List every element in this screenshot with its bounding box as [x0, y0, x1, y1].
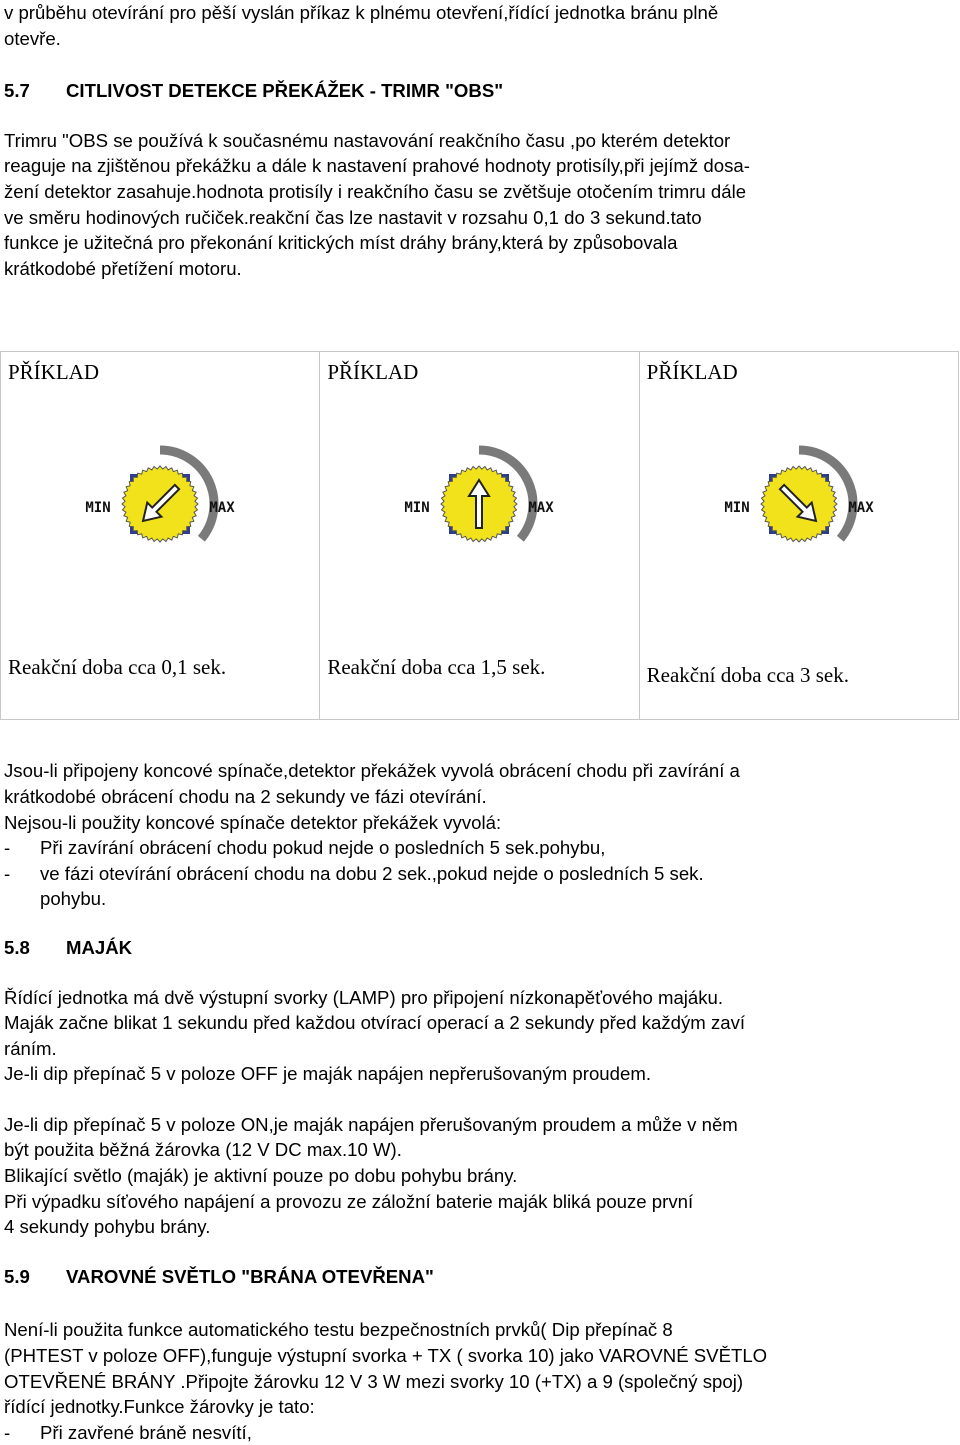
section-title: CITLIVOST DETEKCE PŘEKÁŽEK - TRIMR "OBS"	[66, 80, 504, 102]
paragraph-line: reaguje na zjištěnou překážku a dále k nastavení prahové hodnoty protisíly,při jejímž dosa-	[4, 155, 750, 177]
example-cell-min	[1, 352, 320, 719]
paragraph-line: Blikající světlo (maják) je aktivní pouze po dobu pohybu brány.	[4, 1165, 518, 1187]
paragraph-line: řídící jednotky.Funkce žárovky je tato:	[4, 1396, 315, 1418]
paragraph-line: krátkodobé obrácení chodu na 2 sekundy ve fázi otevírání.	[4, 785, 487, 807]
section-5-9-body	[4, 1317, 954, 1445]
section-number: 5.7	[4, 80, 30, 102]
paragraph-line: Při výpadku síťového napájení a provozu ze záložní baterie maják bliká pouze první	[4, 1190, 694, 1212]
example-cell-max	[640, 352, 958, 719]
section-5-7-heading	[4, 78, 954, 104]
section-title: VAROVNÉ SVĚTLO "BRÁNA OTEVŘENA"	[66, 1265, 434, 1287]
trimmer-icon	[80, 432, 240, 572]
list-item: - ve fázi otevírání obrácení chodu na dobu 2 sek.,pokud nejde o posledních 5 sek.	[4, 862, 704, 884]
trimmer-icon	[399, 432, 559, 572]
min-label: MIN	[404, 500, 431, 516]
section-5-8-heading	[4, 935, 954, 961]
trimmer-examples-table	[0, 351, 959, 720]
example-caption: Reakční doba cca 1,5 sek.	[327, 655, 546, 679]
paragraph-line: Není-li použita funkce automatického testu bezpečnostních prvků( Dip přepínač 8	[4, 1319, 673, 1341]
document-page	[4, 0, 954, 1445]
min-label: MIN	[724, 500, 750, 516]
example-label: PŘÍKLAD	[327, 360, 419, 384]
trimmer-icon	[719, 432, 879, 572]
paragraph-line: Je-li dip přepínač 5 v poloze ON,je maják napájen přerušovaným proudem a může v něm	[4, 1113, 738, 1135]
list-item: - Při zavírání obrácení chodu pokud nejde o posledních 5 sek.pohybu,	[4, 837, 606, 859]
paragraph-line: (PHTEST v poloze OFF),funguje výstupní svorka + TX ( svorka 10) jako VAROVNÉ SVĚTLO	[4, 1345, 768, 1367]
intro-line-1: v průběhu otevírání pro pěší vyslán příkaz k plnému otevření,řídící jednotka bránu plně	[4, 2, 719, 23]
paragraph-line: ráním.	[4, 1037, 57, 1059]
section-number: 5.8	[4, 936, 30, 958]
intro-line-2: otevře.	[4, 27, 61, 49]
max-label: MAX	[209, 500, 235, 516]
section-5-7-body	[4, 128, 954, 282]
list-item: - Při zavřené bráně nesvítí,	[4, 1421, 252, 1443]
min-label: MIN	[85, 500, 111, 516]
max-label: MAX	[848, 500, 874, 516]
section-5-9-heading	[4, 1264, 954, 1290]
paragraph-line: funkce je užitečná pro překonání kritických míst dráhy brány,která by způsobovala	[4, 232, 678, 254]
paragraph-line: Je-li dip přepínač 5 v poloze OFF je maják napájen nepřerušovaným proudem.	[4, 1063, 651, 1085]
example-caption: Reakční doba cca 3 sek.	[646, 663, 849, 687]
paragraph-line: 4 sekundy pohybu brány.	[4, 1216, 211, 1238]
paragraph-line: být použita běžná žárovka (12 V DC max.10 W).	[4, 1139, 402, 1161]
example-caption: Reakční doba cca 0,1 sek.	[8, 655, 227, 679]
list-item-continuation: pohybu.	[40, 888, 107, 910]
example-label: PŘÍKLAD	[8, 360, 100, 384]
paragraph-line: Řídící jednotka má dvě výstupní svorky (LAMP) pro připojení nízkonapěťového majáku.	[4, 986, 724, 1008]
paragraph-line: krátkodobé přetížení motoru.	[4, 257, 242, 279]
section-title: MAJÁK	[66, 936, 133, 958]
paragraph-line: žení detektor zasahuje.hodnota protisíly i reakčního času se zvětšuje otočením trimru dále	[4, 180, 747, 202]
paragraph-line: Trimru "OBS se používá k současnému nastavování reakčního času ,po kterém detektor	[4, 129, 731, 151]
paragraph-line: Nejsou-li použity koncové spínače detektor překážek vyvolá:	[4, 811, 502, 833]
example-label: PŘÍKLAD	[646, 360, 738, 384]
section-5-8-body	[4, 985, 954, 1240]
paragraph-line: ve směru hodinových ručiček.reakční čas lze nastavit v rozsahu 0,1 do 3 sekund.tato	[4, 206, 702, 228]
section-number: 5.9	[4, 1265, 30, 1287]
paragraph-line: OTEVŘENÉ BRÁNY .Připojte žárovku 12 V 3 W mezi svorky 10 (+TX) a 9 (společný spoj)	[4, 1370, 744, 1392]
paragraph-line: Maják začne blikat 1 sekundu před každou otvírací operací a 2 sekundy před každým zaví	[4, 1012, 746, 1034]
example-cell-mid	[320, 352, 639, 719]
paragraph-line: Jsou-li připojeny koncové spínače,detektor překážek vyvolá obrácení chodu při zavírání a	[4, 760, 740, 782]
obstacle-behaviour-text	[4, 758, 954, 912]
max-label: MAX	[528, 500, 555, 516]
